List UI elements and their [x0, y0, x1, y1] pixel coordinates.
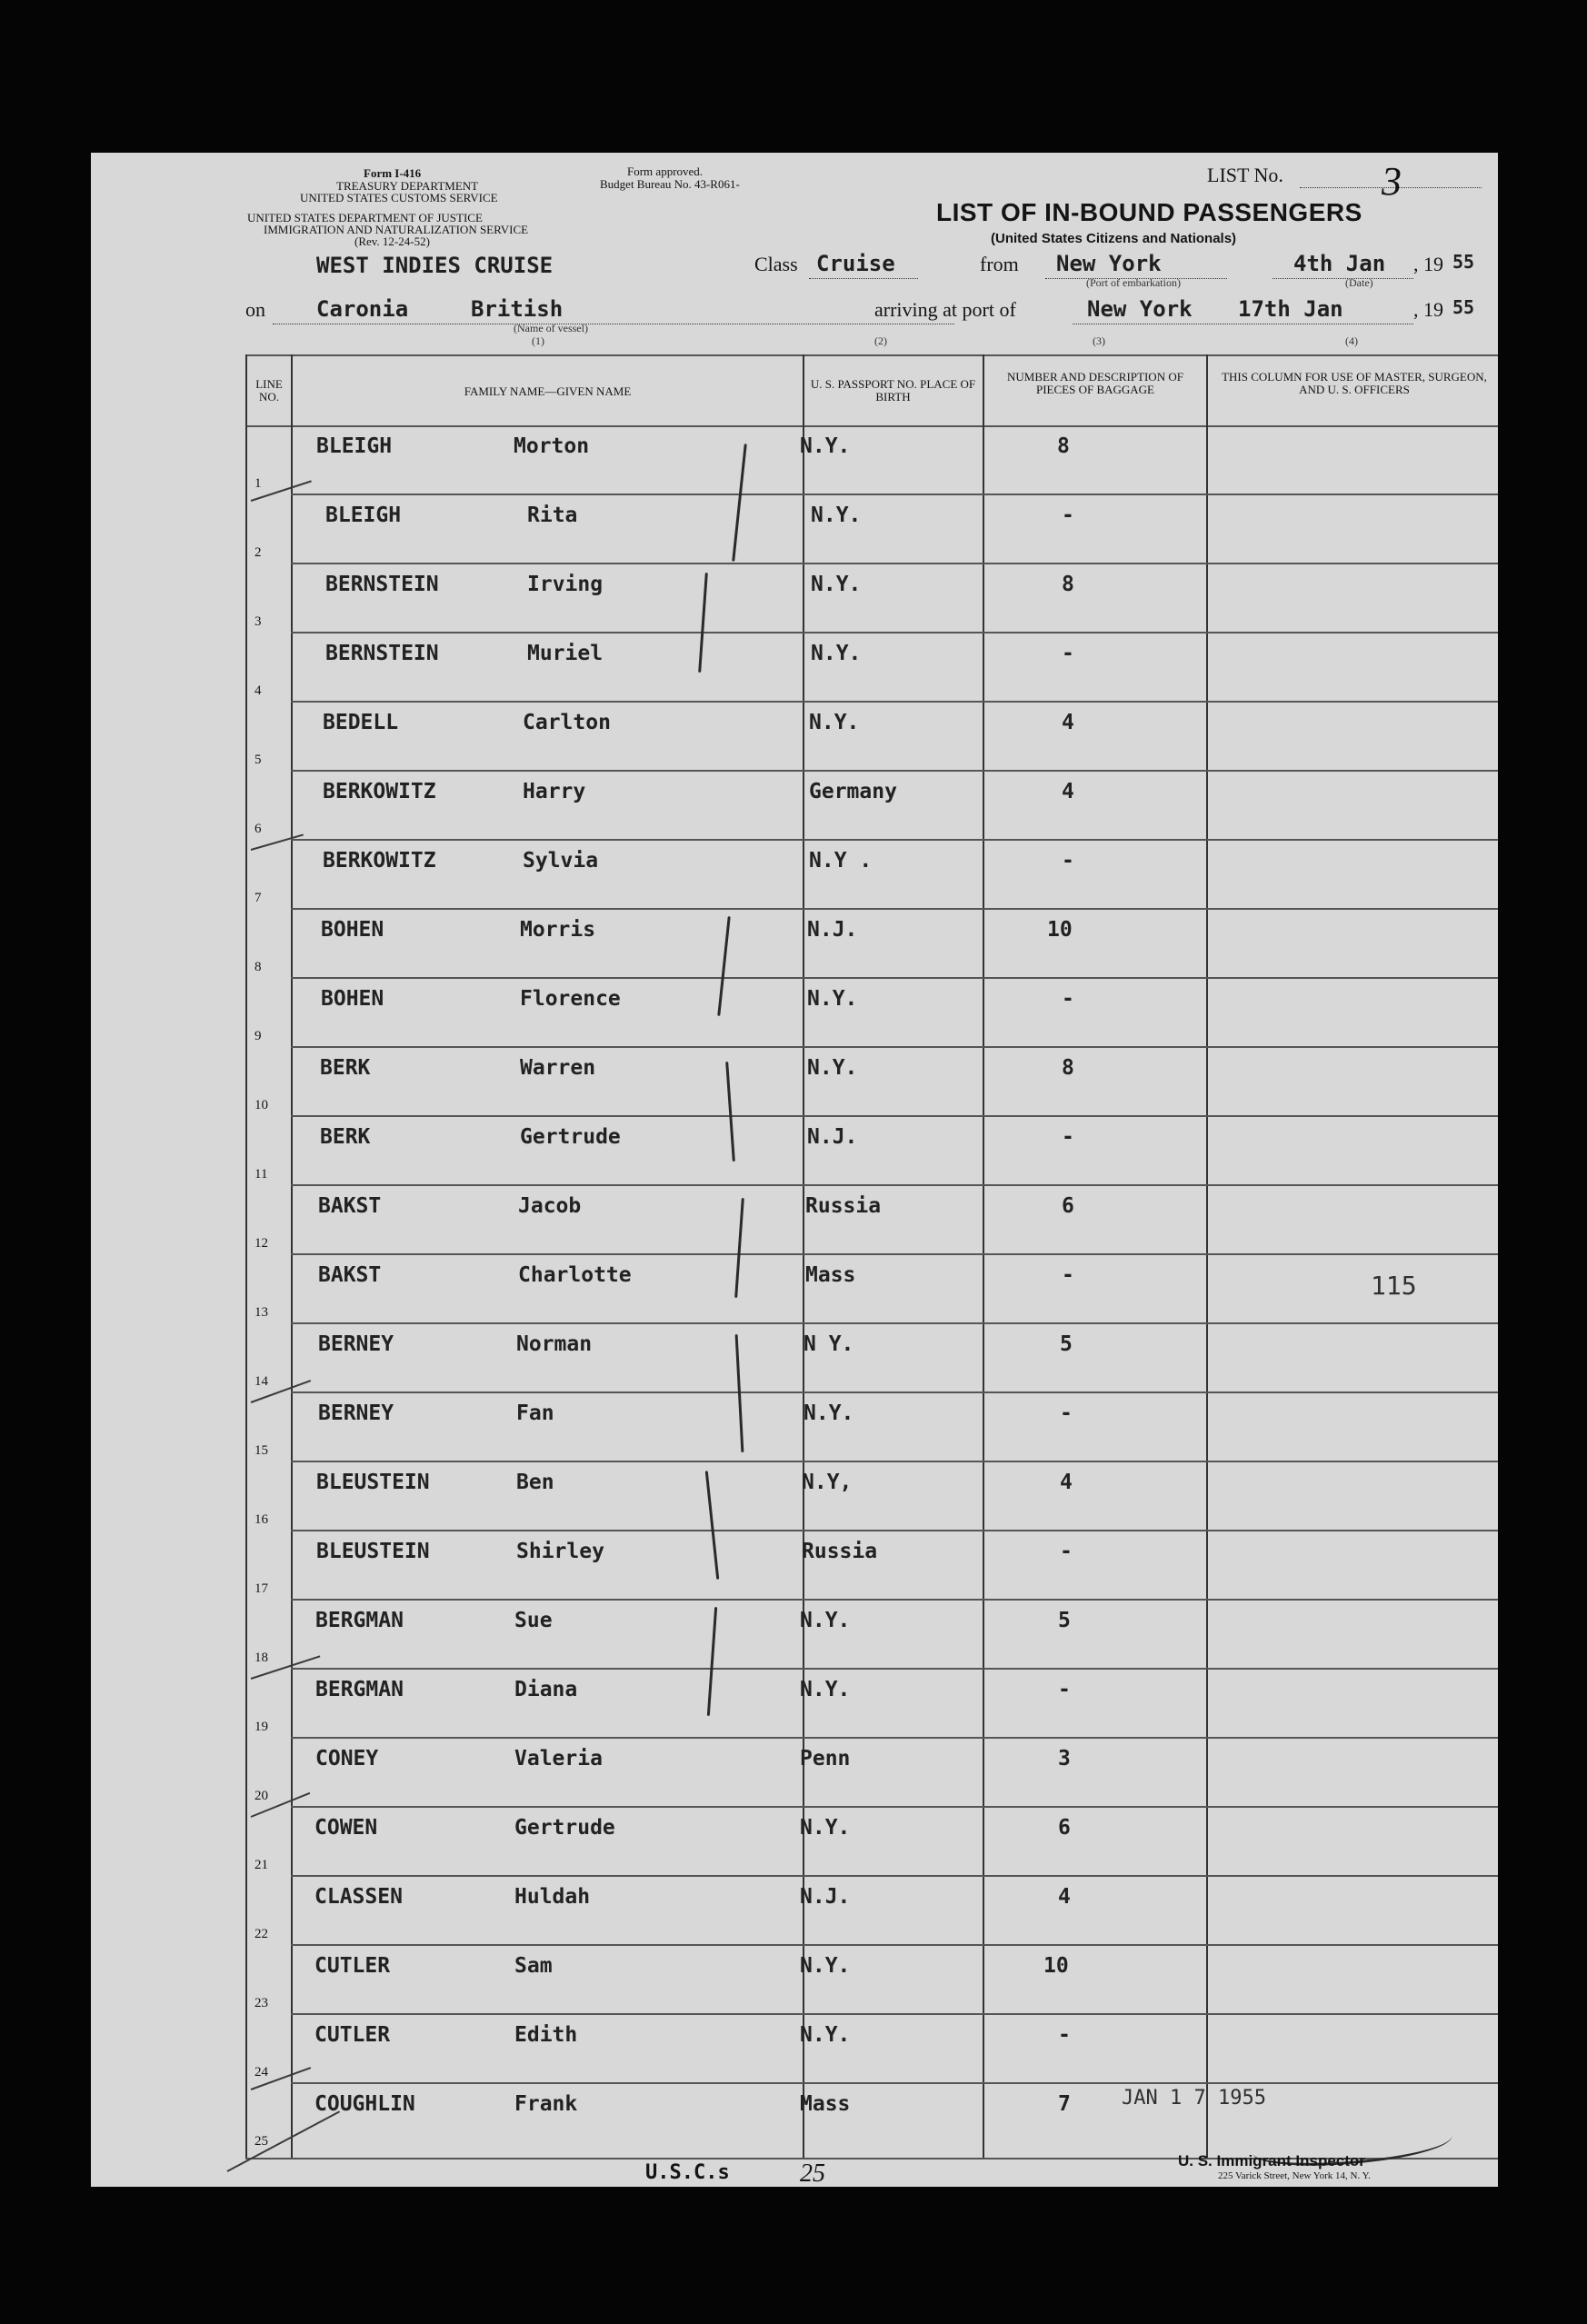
given-name: Gertrude [514, 1816, 615, 1840]
baggage-count: 6 [1062, 1194, 1074, 1218]
family-name: BERK [320, 1056, 371, 1080]
family-name: COWEN [314, 1816, 378, 1840]
place-of-birth: N.Y. [807, 987, 858, 1011]
baggage-count: 3 [1058, 1747, 1071, 1770]
given-name: Huldah [514, 1885, 591, 1909]
family-name: BEDELL [323, 711, 399, 734]
footer-uscs-number: 25 [800, 2159, 825, 2187]
family-name: BERNSTEIN [325, 573, 439, 596]
col1-caption: (1) [532, 334, 544, 347]
place-of-birth: N.Y. [800, 434, 851, 458]
place-of-birth: N.Y. [800, 1816, 851, 1840]
arriving-label: arriving at port of [874, 298, 1016, 321]
place-of-birth: Russia [805, 1194, 882, 1218]
place-of-birth: N.J. [807, 1125, 858, 1149]
table-row: 3 BERNSTEIN Irving N.Y. 8 [91, 564, 1498, 633]
family-name: BLEUSTEIN [316, 1471, 430, 1494]
table-row: 8 BOHEN Morris N.J. 10 [91, 909, 1498, 978]
table-row: 17 BLEUSTEIN Shirley Russia - [91, 1531, 1498, 1600]
date-stamp: JAN 1 7 1955 [1122, 2087, 1266, 2110]
given-name: Carlton [523, 711, 611, 734]
given-name: Shirley [516, 1540, 604, 1563]
baggage-count: - [1060, 1540, 1073, 1563]
place-of-birth: N.Y. [803, 1401, 854, 1425]
given-name: Edith [514, 2023, 578, 2047]
table-row: 9 BOHEN Florence N.Y. - [91, 978, 1498, 1047]
family-name: CUTLER [314, 2023, 391, 2047]
given-name: Harry [523, 780, 586, 803]
given-name: Frank [514, 2092, 578, 2116]
arrival-year-prefix: , 19 [1413, 298, 1443, 321]
family-name: BERGMAN [315, 1609, 404, 1632]
arrival-port: New York [1087, 296, 1193, 322]
baggage-count: 4 [1058, 1885, 1071, 1909]
place-of-birth: N.J. [800, 1885, 851, 1909]
table-row: 1 BLEIGH Morton N.Y. 8 [91, 425, 1498, 494]
table-row: 23 CUTLER Sam N.Y. 10 [91, 1945, 1498, 2014]
list-title: LIST OF IN-BOUND PASSENGERS [936, 198, 1362, 226]
embark-caption: (Port of embarkation) [1086, 276, 1181, 289]
table-row: 19 BERGMAN Diana N.Y. - [91, 1669, 1498, 1738]
place-of-birth: N Y. [803, 1332, 854, 1356]
given-name: Morris [520, 918, 596, 942]
embark-year: 55 [1452, 251, 1475, 273]
baggage-count: - [1058, 2023, 1071, 2047]
arrival-year: 55 [1452, 296, 1475, 318]
table-row: 10 BERK Warren N.Y. 8 [91, 1047, 1498, 1116]
given-name: Valeria [514, 1747, 603, 1770]
given-name: Gertrude [520, 1125, 621, 1149]
family-name: BERNEY [318, 1401, 394, 1425]
given-name: Sylvia [523, 849, 599, 873]
baggage-count: - [1062, 849, 1074, 873]
cruise-name: WEST INDIES CRUISE [316, 253, 554, 278]
given-name: Diana [514, 1678, 578, 1701]
baggage-count: 5 [1058, 1609, 1071, 1632]
family-name: BLEIGH [325, 504, 402, 527]
on-label: on [245, 298, 265, 321]
given-name: Morton [514, 434, 590, 458]
family-name: BOHEN [321, 918, 384, 942]
family-name: BLEUSTEIN [316, 1540, 430, 1563]
col-header-baggage: NUMBER AND DESCRIPTION OF PIECES OF BAGGAGE [1007, 370, 1183, 396]
baggage-count: 4 [1062, 711, 1074, 734]
given-name: Rita [527, 504, 578, 527]
family-name: BERK [320, 1125, 371, 1149]
table-row: 20 CONEY Valeria Penn 3 [91, 1738, 1498, 1807]
class-value: Cruise [816, 251, 895, 276]
table-row: 4 BERNSTEIN Muriel N.Y. - [91, 633, 1498, 702]
budget-bureau: Budget Bureau No. 43-R061- [600, 177, 740, 191]
family-name: BERNSTEIN [325, 642, 439, 665]
family-name: BERKOWITZ [323, 849, 436, 873]
baggage-count: - [1062, 504, 1074, 527]
table-row: 24 CUTLER Edith N.Y. - [91, 2014, 1498, 2083]
baggage-count: - [1062, 1125, 1074, 1149]
footer-inspector: U. S. Immigrant Inspector [1178, 2152, 1365, 2169]
family-name: BERKOWITZ [323, 780, 436, 803]
baggage-count: 8 [1057, 434, 1070, 458]
footer-uscs: U.S.C.s [645, 2161, 730, 2184]
col4-caption: (4) [1345, 334, 1358, 347]
embark-port: New York [1056, 251, 1162, 276]
class-label: Class [754, 253, 798, 275]
given-name: Norman [516, 1332, 593, 1356]
family-name: BAKST [318, 1263, 382, 1287]
table-row: 14 BERNEY Norman N Y. 5 [91, 1323, 1498, 1392]
place-of-birth: N.Y. [811, 504, 862, 527]
place-of-birth: N.Y. [800, 1954, 851, 1978]
list-no-label: LIST No. [1207, 164, 1283, 186]
place-of-birth: N.Y. [800, 1678, 851, 1701]
table-row: 21 COWEN Gertrude N.Y. 6 [91, 1807, 1498, 1876]
table-row: 16 BLEUSTEIN Ben N.Y, 4 [91, 1461, 1498, 1531]
place-of-birth: N.Y. [811, 573, 862, 596]
table-row: 12 BAKST Jacob Russia 6 [91, 1185, 1498, 1254]
given-name: Fan [516, 1401, 554, 1425]
date-caption: (Date) [1345, 276, 1373, 289]
table-row: 5 BEDELL Carlton N.Y. 4 [91, 702, 1498, 771]
embark-date: 4th Jan [1293, 251, 1386, 276]
family-name: CLASSEN [314, 1885, 403, 1909]
dept-treasury: TREASURY DEPARTMENT [336, 179, 479, 193]
list-number: 3 [1382, 159, 1402, 204]
baggage-count: - [1060, 1401, 1073, 1425]
dept-justice: UNITED STATES DEPARTMENT OF JUSTICE [247, 211, 483, 224]
year-prefix: , 19 [1413, 253, 1443, 275]
form-revision: (Rev. 12-24-52) [354, 234, 430, 248]
baggage-count: - [1062, 642, 1074, 665]
col-header-line: LINE NO. [255, 377, 283, 404]
place-of-birth: Mass [805, 1263, 856, 1287]
table-row: 15 BERNEY Fan N.Y. - [91, 1392, 1498, 1461]
vessel-flag: British [471, 296, 564, 322]
given-name: Muriel [527, 642, 604, 665]
col-header-passport: U. S. PASSPORT NO. PLACE OF BIRTH [810, 377, 976, 404]
col3-caption: (3) [1093, 334, 1105, 347]
given-name: Sue [514, 1609, 553, 1632]
table-row: 2 BLEIGH Rita N.Y. - [91, 494, 1498, 564]
table-row: 22 CLASSEN Huldah N.J. 4 [91, 1876, 1498, 1945]
place-of-birth: Russia [802, 1540, 878, 1563]
place-of-birth: Germany [809, 780, 897, 803]
from-label: from [980, 253, 1019, 275]
table-row: 7 BERKOWITZ Sylvia N.Y . - [91, 840, 1498, 909]
list-subtitle: (United States Citizens and Nationals) [991, 231, 1237, 246]
baggage-count: 4 [1062, 780, 1074, 803]
table-row: 25 COUGHLIN Frank Mass 7 [255, 2092, 1071, 2149]
baggage-count: - [1062, 987, 1074, 1011]
arrival-date: 17th Jan [1238, 296, 1343, 322]
immigration-service: IMMIGRATION AND NATURALIZATION SERVICE [264, 223, 529, 236]
family-name: COUGHLIN [314, 2092, 415, 2116]
family-name: BLEIGH [316, 434, 393, 458]
baggage-count: - [1058, 1678, 1071, 1701]
place-of-birth: N.Y, [802, 1471, 853, 1494]
given-name: Florence [520, 987, 621, 1011]
family-name: CONEY [315, 1747, 379, 1770]
baggage-count: - [1062, 1263, 1074, 1287]
given-name: Ben [516, 1471, 554, 1494]
form-approved: Form approved. [627, 165, 704, 178]
col2-caption: (2) [874, 334, 887, 347]
passenger-list-page [91, 153, 1498, 2187]
footer-printer: 225 Varick Street, New York 14, N. Y. [1218, 2170, 1371, 2181]
vessel-name: Caronia [316, 296, 409, 322]
table-row: 18 BERGMAN Sue N.Y. 5 [91, 1600, 1498, 1669]
customs-service: UNITED STATES CUSTOMS SERVICE [300, 191, 498, 204]
table-row: 11 BERK Gertrude N.J. - [91, 1116, 1498, 1185]
family-name: BERNEY [318, 1332, 394, 1356]
officer-count: 115 [1371, 1271, 1417, 1301]
table-row: 13 BAKST Charlotte Mass - [91, 1254, 1498, 1323]
family-name: BERGMAN [315, 1678, 404, 1701]
table-row: 6 BERKOWITZ Harry Germany 4 [91, 771, 1498, 840]
place-of-birth: N.Y. [807, 1056, 858, 1080]
given-name: Irving [527, 573, 604, 596]
family-name: BOHEN [321, 987, 384, 1011]
baggage-count: 6 [1058, 1816, 1071, 1840]
given-name: Charlotte [518, 1263, 632, 1287]
family-name: BAKST [318, 1194, 382, 1218]
baggage-count: 7 [1058, 2092, 1071, 2116]
baggage-count: 8 [1062, 573, 1074, 596]
col-header-name: FAMILY NAME—GIVEN NAME [464, 384, 632, 398]
baggage-count: 4 [1060, 1471, 1073, 1494]
vessel-caption: (Name of vessel) [514, 322, 588, 334]
place-of-birth: N.Y. [811, 642, 862, 665]
given-name: Sam [514, 1954, 553, 1978]
place-of-birth: N.J. [807, 918, 858, 942]
place-of-birth: Mass [800, 2092, 851, 2116]
place-of-birth: N.Y. [800, 1609, 851, 1632]
baggage-count: 10 [1043, 1954, 1069, 1978]
place-of-birth: N.Y. [800, 2023, 851, 2047]
place-of-birth: N.Y. [809, 711, 860, 734]
place-of-birth: Penn [800, 1747, 851, 1770]
given-name: Jacob [518, 1194, 582, 1218]
baggage-count: 8 [1062, 1056, 1074, 1080]
baggage-count: 5 [1060, 1332, 1073, 1356]
form-number: Form I-416 [364, 166, 422, 180]
family-name: CUTLER [314, 1954, 391, 1978]
place-of-birth: N.Y . [809, 849, 873, 873]
given-name: Warren [520, 1056, 596, 1080]
baggage-count: 10 [1047, 918, 1073, 942]
col-header-officers: THIS COLUMN FOR USE OF MASTER, SURGEON, AND U. S. OFFICERS [1222, 370, 1487, 396]
